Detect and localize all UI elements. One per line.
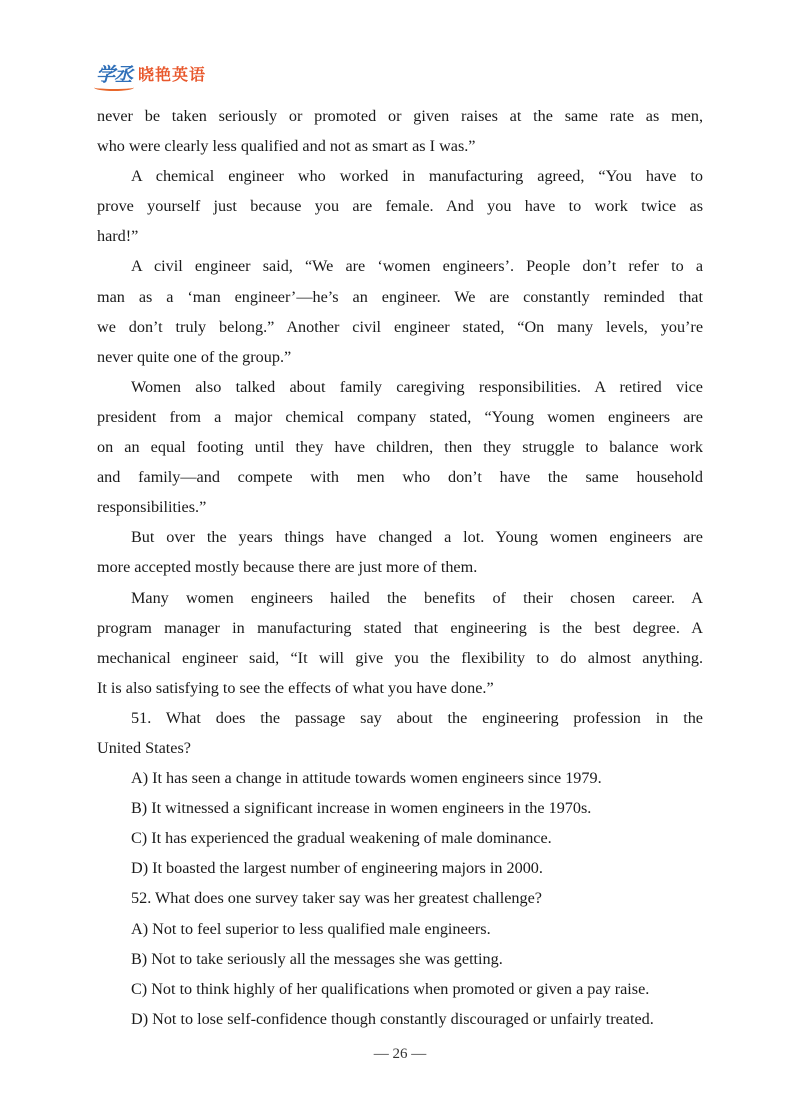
text-line: But over the years things have changed a lot. Young women engineers are bbox=[131, 528, 703, 547]
logo-mark: 学丞 bbox=[96, 60, 132, 87]
text-line: man as a ‘man engineer’—he’s an engineer. We are constantly reminded that bbox=[97, 287, 703, 306]
text-line: who were clearly less qualified and not as smart as I was.” bbox=[97, 137, 476, 156]
page-number: — 26 — bbox=[373, 1046, 427, 1062]
text-line: A civil engineer said, “We are ‘women engineers’. People don’t refer to a bbox=[131, 257, 703, 276]
text-line: hard!” bbox=[97, 227, 139, 246]
passage-paragraph bbox=[97, 522, 703, 582]
answer-option: C) It has experienced the gradual weakening of male dominance. bbox=[131, 829, 552, 848]
text-line: program manager in manufacturing stated that engineering is the best degree. A bbox=[97, 618, 703, 637]
passage-paragraph bbox=[97, 251, 703, 371]
text-line: Many women engineers hailed the benefits of their chosen career. A bbox=[131, 588, 703, 607]
answer-option: D) It boasted the largest number of engineering majors in 2000. bbox=[131, 859, 543, 878]
answer-option: C) Not to think highly of her qualifications when promoted or given a pay raise. bbox=[131, 979, 650, 998]
publisher-logo bbox=[96, 60, 206, 87]
answer-option: B) Not to take seriously all the messages she was getting. bbox=[131, 949, 503, 968]
text-line: and family—and compete with men who don’t have the same household bbox=[97, 468, 703, 487]
answer-option: A) Not to feel superior to less qualified male engineers. bbox=[131, 919, 491, 938]
text-line: president from a major chemical company stated, “Young women engineers are bbox=[97, 407, 703, 426]
question-stem bbox=[97, 883, 703, 913]
text-line: responsibilities.” bbox=[97, 498, 207, 517]
passage-paragraph bbox=[97, 161, 703, 251]
text-line: mechanical engineer said, “It will give you the flexibility to do almost anything. bbox=[97, 648, 703, 667]
text-line: United States? bbox=[97, 738, 191, 757]
text-line: 51. What does the passage say about the engineering profession in the bbox=[131, 708, 703, 727]
page-content bbox=[97, 101, 703, 1034]
answer-option: A) It has seen a change in attitude towards women engineers since 1979. bbox=[131, 769, 602, 788]
text-line: 52. What does one survey taker say was her greatest challenge? bbox=[131, 889, 542, 908]
answer-option: D) Not to lose self-confidence though constantly discouraged or unfairly treated. bbox=[131, 1009, 654, 1028]
text-line: Women also talked about family caregiving responsibilities. A retired vice bbox=[131, 377, 703, 396]
question-stem bbox=[97, 703, 703, 763]
passage-paragraph bbox=[97, 101, 703, 161]
answer-option: B) It witnessed a significant increase in women engineers in the 1970s. bbox=[131, 799, 592, 818]
text-line: It is also satisfying to see the effects of what you have done.” bbox=[97, 678, 494, 697]
text-line: more accepted mostly because there are just more of them. bbox=[97, 558, 478, 577]
text-line: we don’t truly belong.” Another civil engineer stated, “On many levels, you’re bbox=[97, 317, 703, 336]
logo-text: 晓艳英语 bbox=[138, 65, 207, 84]
passage-paragraph bbox=[97, 583, 703, 703]
passage-paragraph bbox=[97, 372, 703, 522]
text-line: prove yourself just because you are female. And you have to work twice as bbox=[97, 197, 703, 216]
text-line: never be taken seriously or promoted or given raises at the same rate as men, bbox=[97, 107, 703, 125]
text-line: never quite one of the group.” bbox=[97, 347, 292, 366]
text-line: A chemical engineer who worked in manufacturing agreed, “You have to bbox=[131, 167, 703, 186]
text-line: on an equal footing until they have children, then they struggle to balance work bbox=[97, 438, 703, 457]
